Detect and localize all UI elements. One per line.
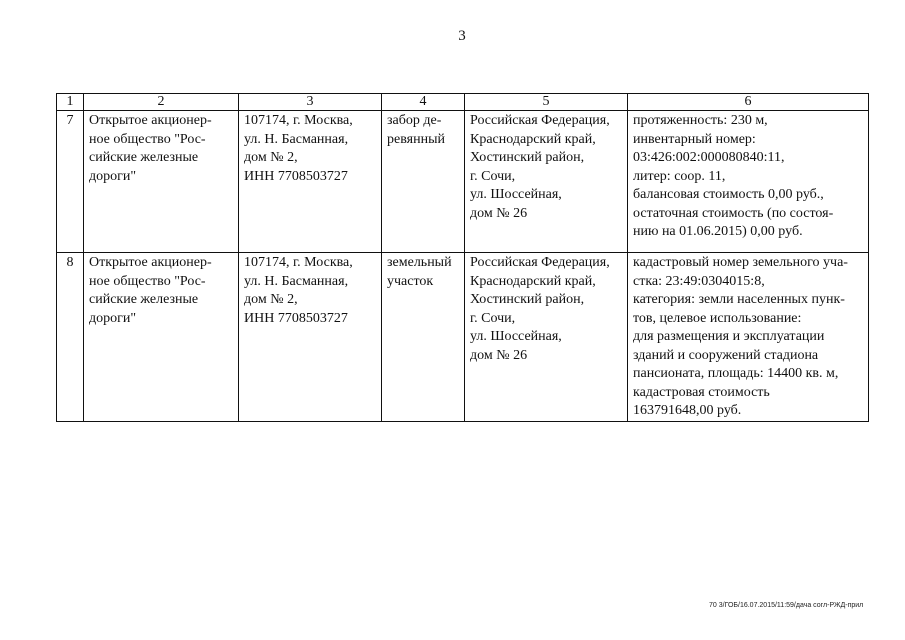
row-number: 8 [57,253,84,422]
column-header-6: 6 [628,94,869,111]
object-cell: земельный участок [382,253,465,422]
property-table [56,93,869,422]
address-cell: 107174, г. Москва, ул. Н. Басманная, дом № 2, ИНН 7708503727 [239,253,382,422]
address-cell: 107174, г. Москва, ул. Н. Басманная, дом № 2, ИНН 7708503727 [239,111,382,253]
document-footer: 70 3/ГОБ/16.07.2015/11:59/дача согл-РЖД-прил [709,602,864,609]
location-cell: Российская Федерация, Краснодарский край, Хостинский район, г. Сочи, ул. Шоссейная, дом № 26 [465,111,628,253]
table-row [57,253,869,422]
row-number: 7 [57,111,84,253]
owner-cell: Открытое акционер- ное общество "Рос- сийские железные дороги" [84,111,239,253]
table-header-row [57,94,869,111]
column-header-1: 1 [57,94,84,111]
details-cell: протяженность: 230 м, инвентарный номер: 03:426:002:000080840:11, литер: соор. 11, балансовая стоимость 0,00 руб., остаточная стоимость (по состоя- нию на 01.06.2015) 0,00 руб. [628,111,869,253]
column-header-2: 2 [84,94,239,111]
location-cell: Российская Федерация, Краснодарский край, Хостинский район, г. Сочи, ул. Шоссейная, дом № 26 [465,253,628,422]
column-header-4: 4 [382,94,465,111]
table-row [57,111,869,253]
details-cell: кадастровый номер земельного уча- стка: 23:49:0304015:8, категория: земли населенных пунк- тов, целевое использование: для размещения и эксплуатации зданий и сооружений стадиона пансионата, площадь: 14400 кв. м, кадастровая стоимость 163791648,00 руб. [628,253,869,422]
column-header-3: 3 [239,94,382,111]
object-cell: забор де- ревянный [382,111,465,253]
page-number: 3 [458,28,466,44]
column-header-5: 5 [465,94,628,111]
owner-cell: Открытое акционер- ное общество "Рос- сийские железные дороги" [84,253,239,422]
